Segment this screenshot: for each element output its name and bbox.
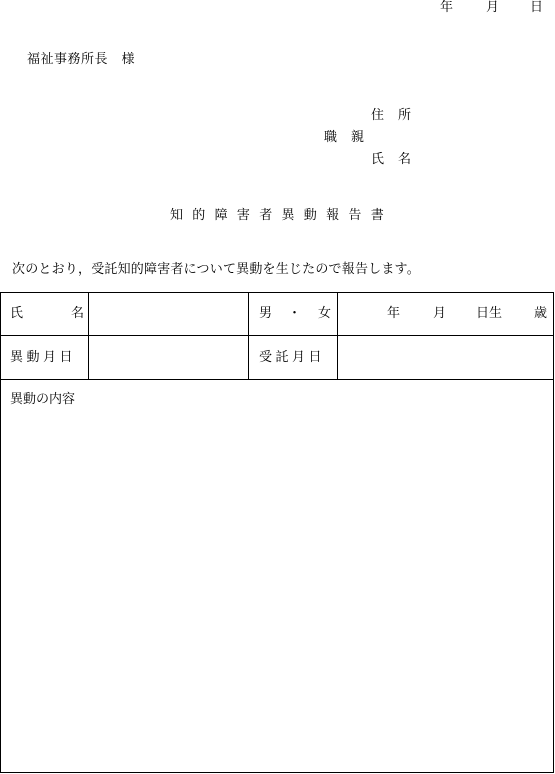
entrust-date-label: 受託月日 [259, 350, 326, 365]
column-divider-2 [248, 293, 249, 380]
sex-female-label: 女 [318, 306, 332, 321]
change-date-label: 異動月日 [10, 350, 77, 365]
birth-month-label: 月 [433, 306, 447, 321]
name-label-part-2: 名 [71, 306, 85, 321]
sender-name-label: 氏名 [371, 152, 426, 167]
birth-day-label: 日生 [476, 306, 503, 321]
sex-separator: ・ [288, 306, 302, 321]
document-title: 知的障害者異動報告書 [170, 208, 394, 223]
sender-guardian-label: 職親 [324, 130, 379, 145]
age-label: 歳 [534, 306, 548, 321]
report-form-table [0, 292, 554, 773]
date-month-label: 月 [486, 0, 500, 15]
row-divider-1 [1, 335, 553, 336]
intro-text: 次のとおり，受託知的障害者について異動を生じたので報告します。 [12, 262, 420, 277]
addressee: 福祉事務所長 様 [27, 52, 136, 67]
name-label-part-1: 氏 [10, 306, 24, 321]
column-divider-3 [337, 293, 338, 380]
date-year-label: 年 [440, 0, 454, 15]
row-divider-2 [1, 379, 553, 380]
sex-male-label: 男 [259, 306, 273, 321]
birth-year-label: 年 [387, 306, 401, 321]
date-day-label: 日 [530, 0, 544, 15]
sender-address-label: 住所 [371, 108, 426, 123]
column-divider-1 [88, 293, 89, 380]
change-content-label: 異動の内容 [10, 392, 76, 407]
